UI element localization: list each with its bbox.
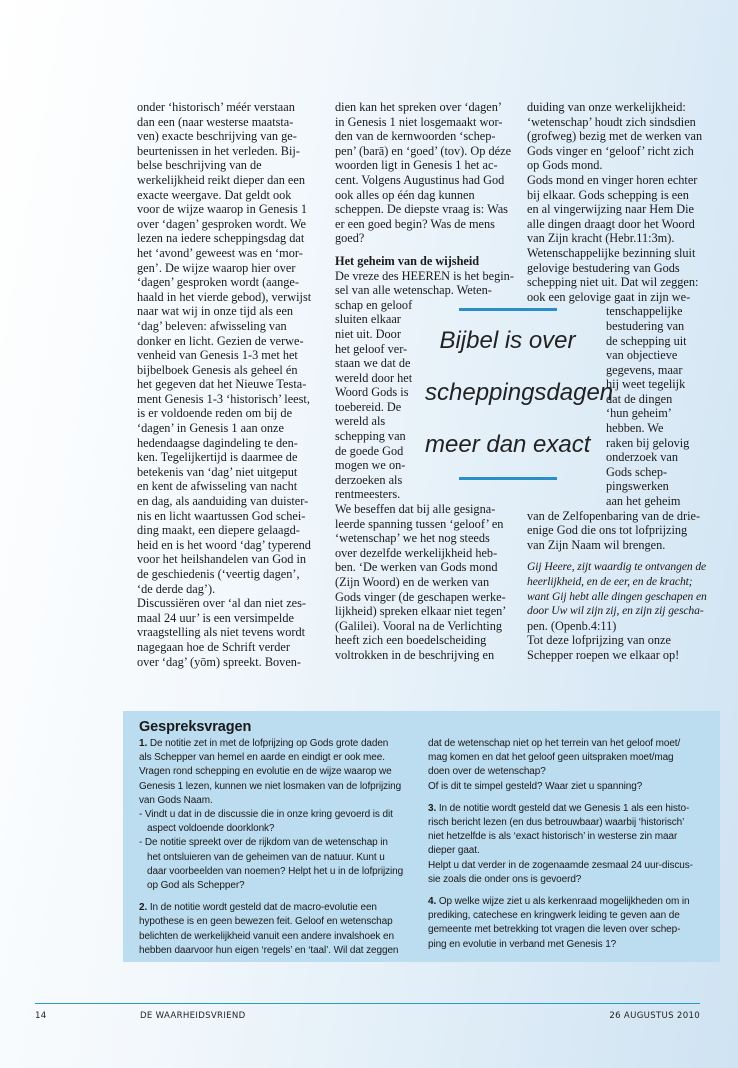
text-line: Schepper roepen we elkaar op!	[527, 647, 680, 662]
text-line: derzoeken als	[335, 472, 403, 487]
text-line: onderzoek van	[606, 450, 679, 465]
text-line: De vreze des HEEREN is het begin-	[335, 268, 514, 283]
publication-name: DE WAARHEIDSVRIEND	[140, 1011, 246, 1021]
text-line: betekenis van ‘dag’ niet uitgeput	[137, 464, 298, 479]
text-line: Vragen rond schepping en evolutie en de wijze waarop we	[139, 766, 392, 778]
text-block	[428, 895, 693, 952]
text-line: belse beschrijving van de	[137, 158, 262, 173]
text-line: ‘dagen’ gesproken wordt (aange-	[137, 275, 299, 290]
text-line: in Genesis 1 niet losgemaakt wor-	[335, 114, 503, 129]
text-line: ‘dagen’ in Genesis 1 aan onze	[137, 421, 284, 436]
text-line: ping en evolutie in verband met Genesis 1?	[428, 938, 617, 950]
text-line: ‘hun geheim’	[606, 406, 672, 421]
text-line: bij elkaar. Gods schepping is een	[527, 187, 689, 202]
text-line: pen. (Openb.4:11)	[527, 618, 617, 633]
text-line: alle dingen draagt door het Woord	[527, 216, 695, 231]
text-line: hebben daarvoor hun eigen ‘regels’ en ‘taal’. Wil dat zeggen	[139, 944, 399, 956]
text-line: werkelijkheid reikt dieper dan een	[137, 172, 305, 187]
discussion-box	[123, 711, 720, 962]
text-line: onder ‘historisch’ méér verstaan	[137, 100, 295, 114]
text-line: Gods vinger (de geschapen werke-	[335, 589, 506, 604]
text-line: (Galilei). Vooral na de Verlichting	[335, 618, 502, 633]
text-block	[527, 100, 732, 304]
text-line: leerde spanning tussen ‘geloof’ en	[335, 516, 504, 531]
paragraph-gap	[428, 794, 693, 802]
text-line: Discussiëren over ‘al dan niet zes-	[137, 596, 307, 611]
text-line: ‘wetenschap’ we het nog steeds	[335, 531, 490, 546]
discussion-column-1	[139, 737, 403, 958]
text-line: bestudering van	[606, 318, 685, 333]
text-line: is er voldoende reden om bij de	[137, 406, 293, 421]
text-line: Gods schep-	[606, 464, 668, 479]
text-line: 1. De notitie zet in met de lofprijzing op Gods grote daden	[139, 738, 389, 749]
section-heading	[335, 254, 523, 269]
text-block	[428, 802, 693, 887]
text-line: heeft zich een boedelscheiding	[335, 633, 487, 648]
text-block	[139, 737, 403, 822]
text-block	[428, 737, 693, 794]
text-line: cent. Volgens Augustinus had God	[335, 172, 505, 187]
text-line: venheid van Genesis 1-3 met het	[137, 348, 298, 363]
paragraph-gap	[527, 552, 732, 560]
text-block	[527, 509, 732, 553]
text-line: dieper gaat.	[428, 845, 480, 857]
text-line: scheppen. De diepste vraag is: Was	[335, 202, 508, 217]
text-line: voltrokken in de beschrijving en	[335, 647, 495, 662]
text-line: Woord Gods is	[335, 385, 409, 400]
text-block	[527, 619, 732, 663]
text-line: er een goed begin? Was de mens	[335, 216, 495, 231]
text-line: staan we dat de	[335, 356, 411, 371]
text-line: lijkheid) spreken elkaar niet tegen’	[335, 604, 507, 619]
text-line: dien kan het spreken over ‘dagen’	[335, 100, 502, 114]
paragraph-gap	[335, 246, 523, 254]
text-line: voor de wijze waarop in Genesis 1	[137, 202, 308, 217]
text-line: op Gods mond.	[527, 158, 603, 173]
text-line: het ‘avond’ geweest was en ‘mor-	[137, 245, 303, 260]
text-line: hij weet tegelijk	[606, 377, 686, 392]
pull-quote-line: scheppingsdagen	[425, 379, 614, 406]
text-block	[335, 100, 523, 246]
text-line: rentmeesters.	[335, 487, 401, 502]
text-line: maal 24 uur’ is een versimpelde	[137, 610, 294, 625]
text-line: lezen na iedere scheppingsdag dat	[137, 231, 305, 246]
text-line: wereld als	[335, 414, 386, 429]
page-number: 14	[35, 1011, 47, 1021]
text-line: van Zijn kracht (Hebr.11:3m).	[527, 231, 675, 246]
text-line: - De notitie spreekt over de rijkdom van de wetenschap in	[139, 837, 388, 849]
article-column-1	[137, 100, 329, 669]
text-line: goed?	[335, 231, 365, 246]
discussion-title: Gespreksvragen	[139, 719, 252, 735]
text-line: Gods vinger en ‘geloof’ richt zich	[527, 143, 694, 158]
text-line: (Zijn Woord) en de werken van	[335, 575, 490, 589]
footer-rule	[35, 1003, 700, 1004]
text-line: hypothese is en geen bewezen feit. Geloof en wetenschap	[139, 916, 393, 928]
text-line: heid en is het woord ‘dag’ typerend	[137, 537, 311, 552]
text-line: ken. Tegelijkertijd is daarmee de	[137, 450, 298, 465]
text-line: dat de dingen	[606, 391, 673, 406]
text-line: daar voorbeelden van noemen? Helpt het u in de lofprijzing	[147, 865, 404, 877]
text-line: prediking, catechese en kringwerk leiding te geven aan de	[428, 910, 680, 922]
text-line: sluiten elkaar	[335, 312, 401, 327]
text-block	[139, 851, 403, 894]
pull-quote	[425, 308, 614, 480]
text-line: Of is dit te simpel gesteld? Waar ziet u spanning?	[428, 780, 643, 792]
pull-quote-bottom-rule	[459, 477, 557, 480]
text-line: ben. ‘De werken van Gods mond	[335, 560, 498, 575]
text-line: 3. In de notitie wordt gesteld dat we Genesis 1 als een histo-	[428, 802, 690, 814]
text-line: ‘de derde dag’).	[137, 581, 216, 596]
text-line: op God als Schepper?	[147, 880, 245, 892]
text-line: Helpt u dat verder in de zogenaamde zesmaal 24 uur-discus-	[428, 859, 693, 871]
text-line: van Zijn Naam wil brengen.	[527, 537, 666, 552]
text-line: en dag, als aanduiding van duister-	[137, 494, 309, 509]
text-line: de goede God	[335, 443, 404, 458]
text-line: dat de wetenschap niet op het terrein van het geloof moet/	[428, 738, 681, 749]
text-line: naar wat wij in onze tijd als een	[137, 304, 294, 319]
text-line: nagegaan hoe de Schrift verder	[137, 639, 290, 654]
text-line: ding maakt, een diepere gelaagd-	[137, 523, 300, 538]
text-block	[139, 901, 403, 958]
text-line: niet hetzelfde is als ‘exact historisch’ in westerse zin maar	[428, 831, 678, 843]
pull-quote-top-rule	[459, 308, 557, 311]
text-line: enige God die ons tot lofprijzing	[527, 523, 688, 538]
pull-quote-line: meer dan exact	[425, 431, 591, 458]
text-line: toebereid. De	[335, 399, 402, 414]
text-line: en al vingerwijzing naar Hem Die	[527, 202, 694, 217]
paragraph-gap	[428, 887, 693, 895]
text-line: mag komen en dat het geloof geen uitspraken moet/mag	[428, 752, 674, 764]
pull-quote-line: Bijbel is over	[439, 327, 576, 354]
text-line: woorden ligt in Genesis 1 het ac-	[335, 158, 498, 173]
text-line: belichten de werkelijkheid vanuit een andere invalshoek en	[139, 930, 394, 942]
text-line: niet uit. Door	[335, 326, 401, 341]
text-block	[527, 560, 732, 618]
text-block	[137, 100, 329, 669]
text-line: als Schepper van hemel en aarde en eindigt er ook mee.	[139, 752, 385, 764]
text-line: den van de kernwoorden ‘schep-	[335, 129, 496, 144]
text-line: Het geheim van de wijsheid	[335, 253, 480, 268]
text-line: wereld door het	[335, 370, 413, 385]
text-line: exacte weergave. Dat geldt ook	[137, 187, 292, 202]
text-line: haald in het vierde gebod), verwijst	[137, 289, 312, 304]
text-line: voor het heilshandelen van God in	[137, 552, 307, 567]
text-block	[139, 822, 403, 836]
text-line: dan een (naar westerse maatsta-	[137, 114, 294, 129]
text-line: gen’. De wijze waarop hier over	[137, 260, 296, 275]
text-line: gegevens, maar	[606, 362, 683, 377]
text-line: de schepping uit	[606, 333, 687, 348]
text-line: sel van alle wetenschap. Weten-	[335, 283, 492, 298]
text-line: nis en licht waartussen God schei-	[137, 508, 306, 523]
text-line: Gij Heere, zijt waardig te ontvangen de	[527, 560, 707, 574]
text-line: vraagstelling als niet tevens wordt	[137, 625, 306, 640]
text-line: ven) exacte beschrijving van ge-	[137, 129, 297, 144]
text-line: We beseffen dat bij alle gesigna-	[335, 502, 496, 517]
text-line: Genesis 1 lezen, kunnen we niet losmaken van de lofprijzing	[139, 780, 402, 792]
text-line: over ‘dagen’ gesproken wordt. We	[137, 216, 306, 231]
text-line: ‘wetenschap’ houdt zich sindsdien	[527, 114, 696, 129]
text-line: aan het geheim	[606, 494, 681, 509]
text-line: door Uw wil zijn zij, en zijn zij gescha-	[527, 604, 704, 618]
paragraph-gap	[139, 893, 403, 901]
text-line: bijbelboek Genesis als geheel én	[137, 362, 298, 377]
text-line: het geloof ver-	[335, 341, 408, 356]
text-line: over dezelfde werkelijkheid heb-	[335, 545, 498, 560]
text-line: van de Zelfopenbaring van de drie-	[527, 508, 701, 523]
text-line: ment Genesis 1-3 ‘historisch’ leest,	[137, 391, 310, 406]
text-line: Gods mond en vinger horen echter	[527, 172, 698, 187]
text-line: van Gods Naam.	[139, 794, 213, 806]
text-line: want Gij hebt alle dingen geschapen en	[527, 589, 707, 603]
text-line: hebben. We	[606, 421, 664, 436]
text-line: ook alles op één dag kunnen	[335, 187, 475, 202]
text-line: pen’ (barā) en ‘goed’ (tov). Op déze	[335, 143, 512, 158]
text-line: de geschiedenis (‘veertig dagen’,	[137, 567, 300, 581]
text-line: het ontsluieren van de geheimen van de natuur. Kunt u	[147, 851, 385, 863]
text-line: beurtenissen in het verleden. Bij-	[137, 143, 300, 158]
text-line: schepping van	[335, 429, 406, 444]
text-line: schap en geloof	[335, 297, 413, 312]
text-line: mogen we on-	[335, 458, 406, 473]
text-line: duiding van onze werkelijkheid:	[527, 100, 686, 114]
text-line: doen over de wetenschap?	[428, 766, 546, 778]
text-line: hedendaagse dagindeling te den-	[137, 435, 298, 450]
text-line: en kent de afwisseling van nacht	[137, 479, 298, 494]
text-line: raken bij gelovig	[606, 435, 690, 450]
text-line: (grofweg) bezig met de werken van	[527, 129, 703, 144]
text-line: gemeente met betrekking tot vragen die leven over schep-	[428, 924, 681, 936]
text-line: ‘dag’ beleven: afwisseling van	[137, 318, 287, 333]
text-line: 2. In de notitie wordt gesteld dat de macro-evolutie een	[139, 902, 377, 914]
text-line: schepping niet uit. Dat wil zeggen:	[527, 275, 699, 290]
text-line: donker en licht. Gezien de verwe-	[137, 333, 304, 348]
issue-date: 26 AUGUSTUS 2010	[609, 1011, 700, 1021]
text-line: - Vindt u dat in de discussie die in onze kring gevoerd is dit	[139, 809, 393, 821]
text-line: van objectieve	[606, 348, 678, 363]
text-line: het gegeven dat het Nieuwe Testa-	[137, 377, 307, 392]
text-line: over ‘dag’ (yōm) spreekt. Boven-	[137, 654, 302, 669]
text-line: Wetenschappelijke bezinning sluit	[527, 245, 696, 260]
text-line: aspect voldoende doorklonk?	[147, 823, 275, 835]
text-line: tenschappelijke	[606, 304, 683, 319]
discussion-column-2	[428, 737, 693, 952]
text-line: risch bericht lezen (en dus betrouwbaar) waarbij ‘historisch’	[428, 817, 685, 829]
text-line: ook een gelovige gaat in zijn we-	[527, 289, 691, 304]
text-line: gelovige bestudering van Gods	[527, 260, 680, 275]
text-line: Tot deze lofprijzing van onze	[527, 633, 671, 648]
text-line: heerlijkheid, en de eer, en de kracht;	[527, 575, 693, 588]
text-block	[139, 836, 403, 850]
text-line: 4. Op welke wijze ziet u als kerkenraad mogelijkheden om in	[428, 896, 690, 908]
text-line: sie zoals die onder ons is gevoerd?	[428, 873, 582, 885]
text-line: pingswerken	[606, 479, 669, 494]
